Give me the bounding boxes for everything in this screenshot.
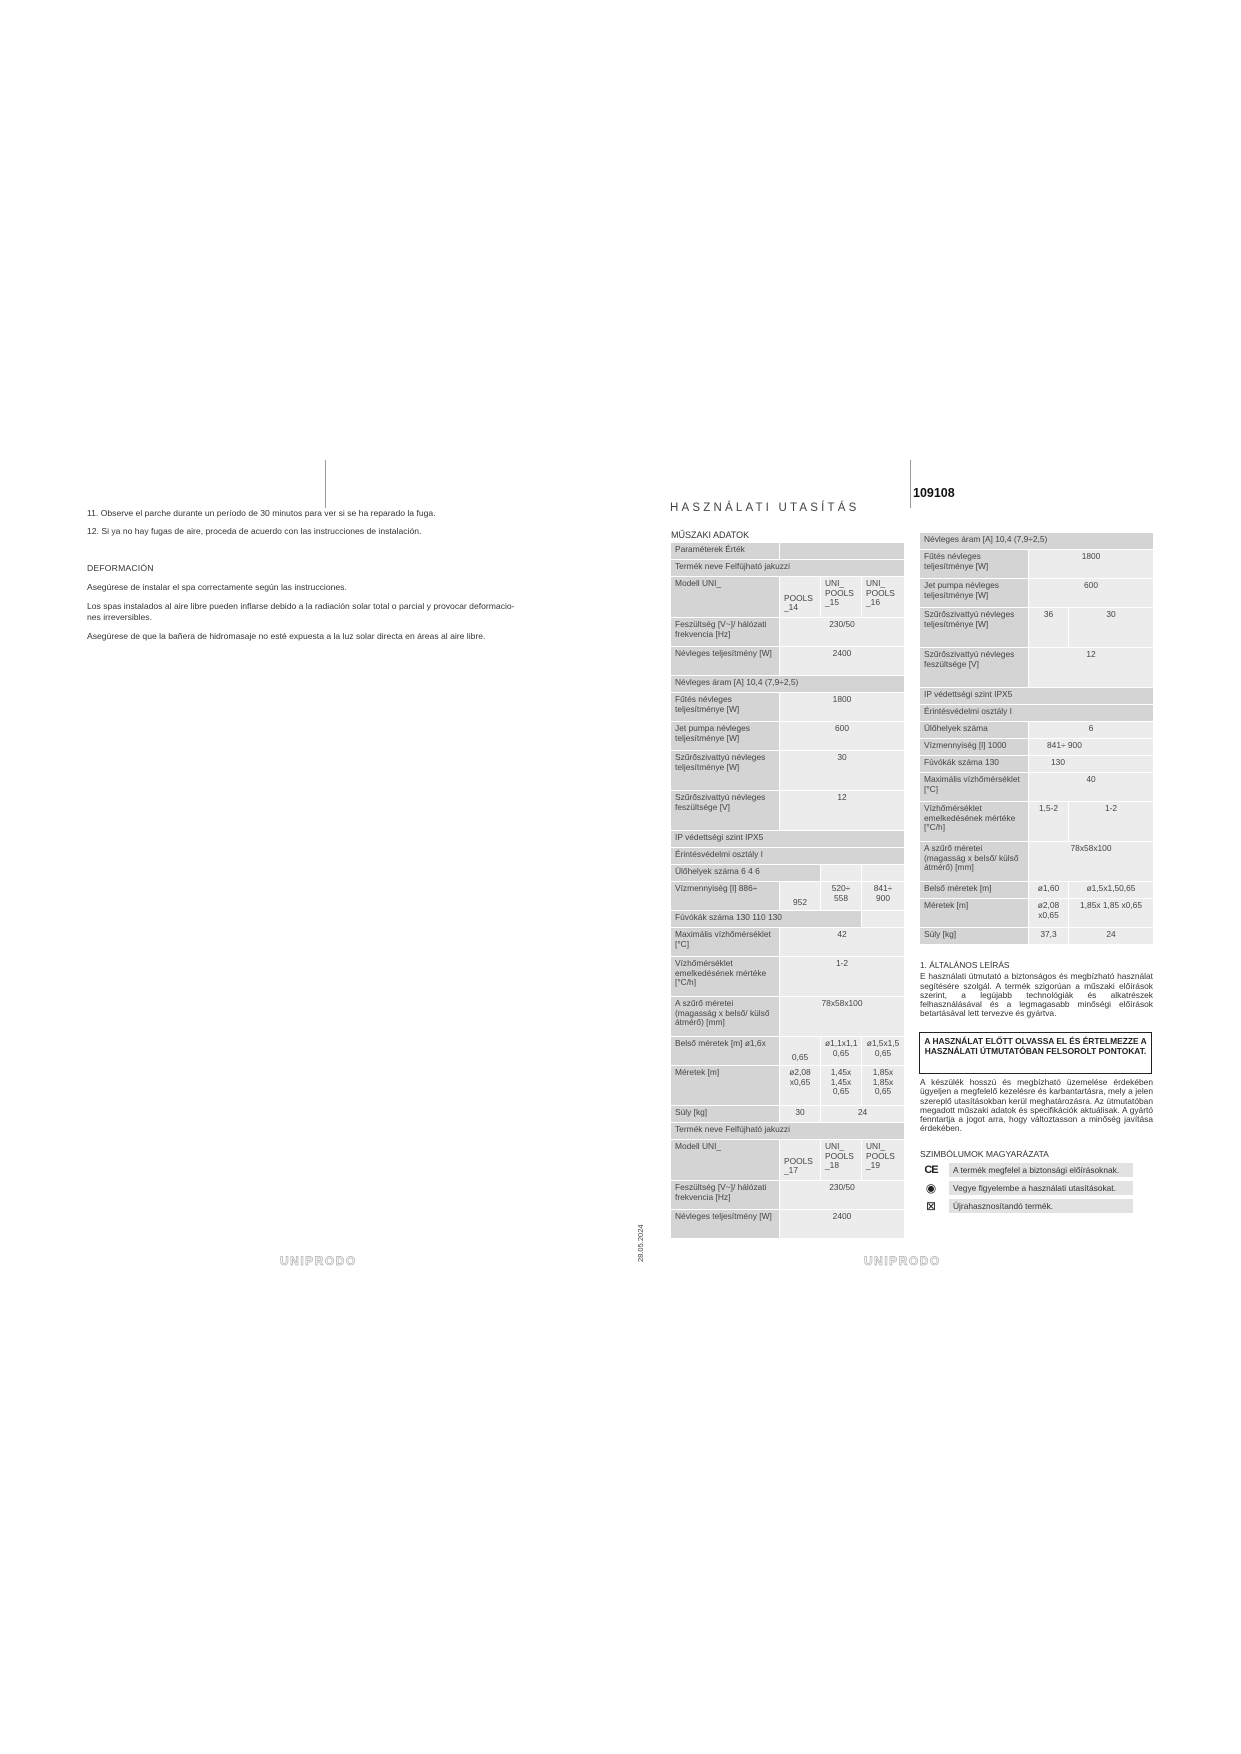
table-row <box>671 1066 905 1106</box>
table-cell: 230/50 <box>780 618 905 647</box>
table-cell: Jet pumpa névleges teljesítménye [W] <box>920 579 1029 608</box>
table-cell: Érintésvédelmi osztály I <box>671 848 905 865</box>
table-cell: 78x58x100 <box>1029 842 1154 882</box>
table-cell: Jet pumpa névleges teljesítménye [W] <box>671 722 780 751</box>
table-cell: 130 <box>1029 756 1154 773</box>
table-cell: 30 <box>1069 608 1154 648</box>
table-cell: Ülőhelyek száma 6 4 6 <box>671 865 821 882</box>
table-cell: Modell UNI_ <box>671 577 780 618</box>
table-cell: 24 <box>1069 928 1154 945</box>
table-cell: UNI_ POOLS _19 <box>862 1140 905 1181</box>
table-row <box>920 773 1154 802</box>
table-cell: Belső méretek [m] ø1,6x <box>671 1037 780 1066</box>
table-cell: 30 <box>780 1106 821 1123</box>
table-cell <box>862 865 905 882</box>
product-code: 109108 <box>913 486 955 500</box>
table-cell: UNI_ POOLS _16 <box>862 577 905 618</box>
table-cell: UNI_ POOLS _18 <box>821 1140 862 1181</box>
table-row <box>920 739 1154 756</box>
table-row <box>920 899 1154 928</box>
table-cell <box>821 865 862 882</box>
table-cell: 1,85x 1,85x 0,65 <box>862 1066 905 1106</box>
read-before-use-warning: A HASZNÁLAT ELŐTT OLVASSA EL ÉS ÉRTELMEZZE A HASZNÁLATI ÚTMUTATÓBAN FELSOROLT PONTOKAT. <box>919 1032 1152 1074</box>
left-logo: UNIPRODO <box>280 1254 357 1268</box>
table-row <box>920 550 1154 579</box>
table-row <box>671 1123 905 1140</box>
manual-title: HASZNÁLATI UTASÍTÁS <box>670 502 860 514</box>
general-description-title: 1. ÁLTALÁNOS LEÍRÁS <box>920 960 1010 970</box>
table-cell: 6 <box>1029 722 1154 739</box>
table-cell: Méretek [m] <box>671 1066 780 1106</box>
deformation-paragraph-2b: nes irreversibles. <box>87 612 152 622</box>
table-row <box>920 928 1154 945</box>
care-description-text: A készülék hosszú és megbízható üzemelése érdekében ügyeljen a megfelelő kezelésre és karbantartásra, mely a jelen szereplő utasításokban kerül meghatározásra. Az útmutatóban megadott műszaki adatok és specifikációk aktuálisak. A gyártó fenntartja a jogot arra, hogy változtasson a minőség javítása érdekében. <box>920 1077 1153 1134</box>
table-row <box>671 957 905 997</box>
table-cell: 952 <box>780 882 821 911</box>
table-row <box>671 928 905 957</box>
table-cell: Feszültség [V~]/ hálózati frekvencia [Hz] <box>671 1181 780 1210</box>
table-cell: 0,65 <box>780 1037 821 1066</box>
table-cell: Névleges áram [A] 10,4 (7,9÷2,5) <box>671 676 905 693</box>
table-cell: 600 <box>1029 579 1154 608</box>
table-row <box>920 722 1154 739</box>
table-cell: Súly [kg] <box>671 1106 780 1123</box>
table-cell: 40 <box>1029 773 1154 802</box>
table-row <box>671 1106 905 1123</box>
table-cell: Modell UNI_ <box>671 1140 780 1181</box>
technical-data-heading: MŰSZAKI ADATOK <box>671 530 750 540</box>
table-row <box>920 756 1154 773</box>
table-row <box>671 693 905 722</box>
table-cell: POOLS _14 <box>780 577 821 618</box>
table-cell: ø1,1x1,1 0,65 <box>821 1037 862 1066</box>
table-cell: ø1,5x1,5 0,65 <box>862 1037 905 1066</box>
table-row <box>920 802 1154 842</box>
general-description <box>920 961 1153 1019</box>
right-page-divider <box>910 460 911 508</box>
table-cell: POOLS _17 <box>780 1140 821 1181</box>
table-row <box>671 791 905 831</box>
table-cell: Maximális vízhőmérséklet [°C] <box>920 773 1029 802</box>
deformation-paragraph-3: Asegúrese de que la bañera de hidromasaje no esté expuesta a la luz solar directa en áreas al aire libre. <box>87 631 486 641</box>
deformation-paragraph-2: Los spas instalados al aire libre pueden inflarse debido a la radiación solar total o parcial y provocar deformacio- <box>87 601 515 611</box>
table-cell: Súly [kg] <box>920 928 1029 945</box>
table-cell: Maximális vízhőmérséklet [°C] <box>671 928 780 957</box>
table-cell: Szűrőszivattyú névleges feszültsége [V] <box>671 791 780 831</box>
table-row <box>671 543 905 560</box>
table-cell: Érintésvédelmi osztály I <box>920 705 1154 722</box>
table-cell: 37,3 <box>1029 928 1069 945</box>
table-row <box>920 579 1154 608</box>
ce-mark-icon: CE <box>924 1164 938 1176</box>
table-cell: A szűrő méretei (magasság x belső/ külső átmérő) [mm] <box>671 997 780 1037</box>
deformation-heading: DEFORMACIÓN <box>87 563 154 573</box>
document-date: 28.05.2024 <box>636 1224 645 1262</box>
table-cell: 230/50 <box>780 1181 905 1210</box>
left-page-divider <box>325 460 326 508</box>
right-logo: UNIPRODO <box>864 1254 941 1268</box>
table-row <box>920 688 1154 705</box>
table-cell: 12 <box>780 791 905 831</box>
table-row <box>671 1140 905 1181</box>
table-cell: 600 <box>780 722 905 751</box>
table-cell: 42 <box>780 928 905 957</box>
table-row <box>920 608 1154 648</box>
table-row <box>671 560 905 577</box>
table-row <box>671 848 905 865</box>
symbol-row-manual <box>922 1180 1152 1196</box>
table-row <box>671 911 905 928</box>
symbol-description: A termék megfelel a biztonsági előírásoknak. <box>949 1163 1133 1177</box>
table-cell: ø1,5x1,50,65 <box>1069 882 1154 899</box>
table-cell: 841÷ 900 <box>1029 739 1154 756</box>
table-cell: Névleges teljesítmény [W] <box>671 1210 780 1239</box>
deformation-paragraph-1: Asegúrese de instalar el spa correctamente según las instrucciones. <box>87 582 347 592</box>
table-row <box>671 997 905 1037</box>
table-cell: Vízhőmérséklet emelkedésének mértéke [°C/h] <box>920 802 1029 842</box>
table-row <box>671 751 905 791</box>
table-row <box>671 676 905 693</box>
table-cell: 1,5-2 <box>1029 802 1069 842</box>
table-cell: 12 <box>1029 648 1154 688</box>
table-cell: Termék neve Felfújható jakuzzi <box>671 560 905 577</box>
table-row <box>671 647 905 676</box>
table-row <box>671 577 905 618</box>
table-cell <box>780 543 905 560</box>
table-cell: Szűrőszivattyú névleges feszültsége [V] <box>920 648 1029 688</box>
table-cell: Méretek [m] <box>920 899 1029 928</box>
table-cell: Névleges áram [A] 10,4 (7,9÷2,5) <box>920 533 1154 550</box>
table-cell: A szűrő méretei (magasság x belső/ külső átmérő) [mm] <box>920 842 1029 882</box>
table-cell: UNI_ POOLS _15 <box>821 577 862 618</box>
symbols-heading: SZIMBÓLUMOK MAGYARÁZATA <box>920 1149 1049 1159</box>
table-cell: Fúvókák száma 130 110 130 <box>671 911 862 928</box>
table-row <box>671 831 905 848</box>
table-cell: 1800 <box>780 693 905 722</box>
table-row <box>920 842 1154 882</box>
table-cell: Feszültség [V~]/ hálózati frekvencia [Hz] <box>671 618 780 647</box>
instruction-item-11: 11. Observe el parche durante un período de 30 minutos para ver si se ha reparado la fuga. <box>87 508 436 518</box>
table-row <box>671 882 905 911</box>
table-cell: Vízmennyiség [l] 1000 <box>920 739 1029 756</box>
table-cell: 24 <box>821 1106 905 1123</box>
instruction-item-12: 12. Si ya no hay fugas de aire, proceda de acuerdo con las instrucciones de instalación. <box>87 526 422 536</box>
table-cell: 1-2 <box>1069 802 1154 842</box>
table-cell: 1,85x 1,85 x0,65 <box>1069 899 1154 928</box>
table-row <box>671 618 905 647</box>
symbol-row-recycling <box>922 1198 1152 1214</box>
table-cell: Termék neve Felfújható jakuzzi <box>671 1123 905 1140</box>
table-row <box>671 1037 905 1066</box>
recycling-bin-icon: ⊠ <box>925 1199 937 1213</box>
table-cell <box>862 911 905 928</box>
table-row <box>671 1210 905 1239</box>
care-description <box>920 1078 1153 1134</box>
table-cell: IP védettségi szint IPX5 <box>671 831 905 848</box>
left-page-text <box>87 508 567 642</box>
table-cell: ø2,08 x0,65 <box>780 1066 821 1106</box>
table-cell: 30 <box>780 751 905 791</box>
table-row <box>671 722 905 751</box>
table-cell: Szűrőszivattyú névleges teljesítménye [W] <box>671 751 780 791</box>
table-cell: 78x58x100 <box>780 997 905 1037</box>
table-cell: Névleges teljesítmény [W] <box>671 647 780 676</box>
table-cell: 1800 <box>1029 550 1154 579</box>
table-cell: Fúvókák száma 130 <box>920 756 1029 773</box>
table-cell: 1,45x 1,45x 0,65 <box>821 1066 862 1106</box>
table-cell: Vízmennyiség [l] 886÷ <box>671 882 780 911</box>
table-row <box>671 1181 905 1210</box>
read-manual-icon: ◉ <box>925 1181 937 1195</box>
table-cell: 2400 <box>780 1210 905 1239</box>
table-cell: Ülőhelyek száma <box>920 722 1029 739</box>
table-cell: Fűtés névleges teljesítménye [W] <box>920 550 1029 579</box>
table-cell: 1-2 <box>780 957 905 997</box>
table-cell: Fűtés névleges teljesítménye [W] <box>671 693 780 722</box>
table-cell: IP védettségi szint IPX5 <box>920 688 1154 705</box>
table-cell: 520÷ 558 <box>821 882 862 911</box>
table-cell: 2400 <box>780 647 905 676</box>
technical-data-table-2 <box>919 532 1154 945</box>
symbol-description: Újrahasznosítandó termék. <box>949 1199 1133 1213</box>
technical-data-table-1 <box>670 542 905 1239</box>
table-row <box>920 533 1154 550</box>
table-row <box>920 648 1154 688</box>
table-row <box>920 882 1154 899</box>
symbol-description: Vegye figyelembe a használati utasításokat. <box>949 1181 1133 1195</box>
table-cell: Paraméterek Érték <box>671 543 780 560</box>
table-cell: ø1,60 <box>1029 882 1069 899</box>
table-cell: Szűrőszivattyú névleges teljesítménye [W] <box>920 608 1029 648</box>
table-cell: 36 <box>1029 608 1069 648</box>
table-row <box>920 705 1154 722</box>
table-cell: 841÷ 900 <box>862 882 905 911</box>
table-cell: Belső méretek [m] <box>920 882 1029 899</box>
general-description-text: E használati útmutató a biztonságos és megbízható használat segítésére szolgál. A termék szigorúan a műszaki előírások szerint, a legújabb technológiák és alkatrészek felhasználásával és a legmagasabb minőségi előírások betartásával lett tervezve és gyártva. <box>920 971 1153 1019</box>
table-cell: ø2,08 x0,65 <box>1029 899 1069 928</box>
table-cell: Vízhőmérséklet emelkedésének mértéke [°C/h] <box>671 957 780 997</box>
table-row <box>671 865 905 882</box>
symbol-row-ce <box>922 1162 1152 1178</box>
